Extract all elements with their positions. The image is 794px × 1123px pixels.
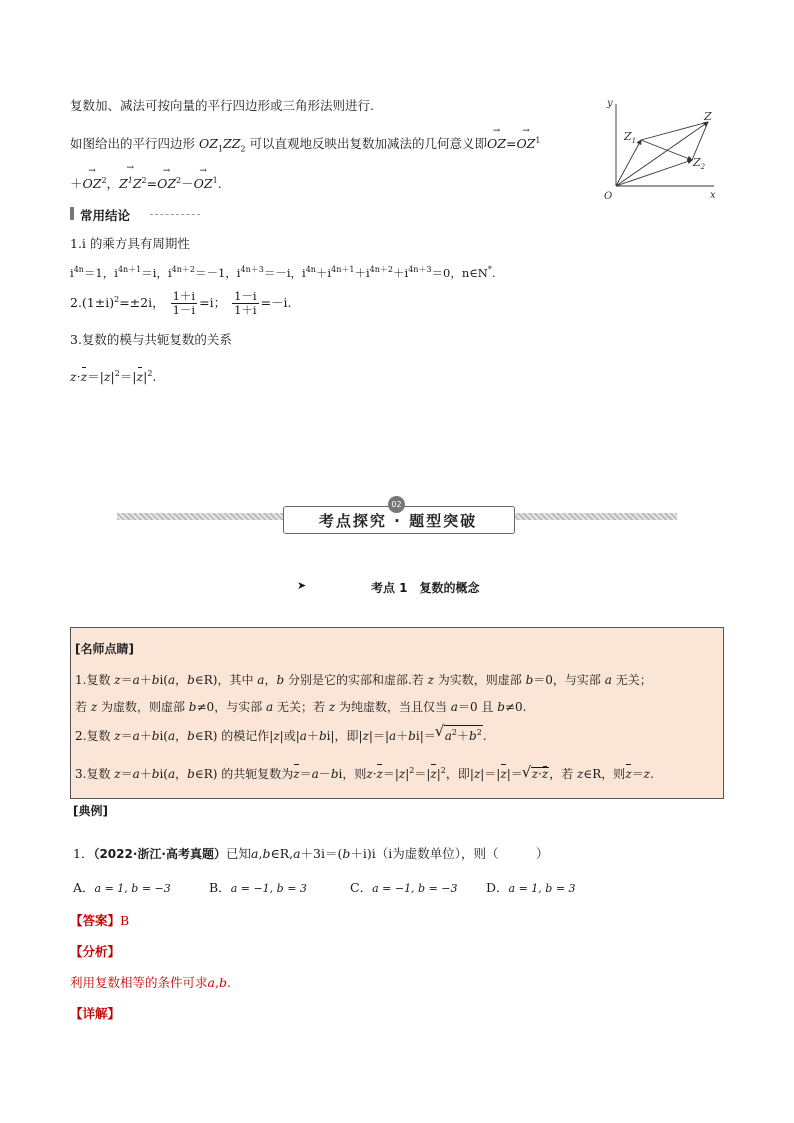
intro-line-2: 如图给出的平行四边形 $OZ_1ZZ_2$ 可以直观地反映出复数加减法的几何意义即→ $OZ=\to OZ^1$ [70,133,540,158]
topic-title: 考点 1 复数的概念 [371,581,480,595]
common-item-1-formula: $i^{4n}=1$，$i^{4n+1}=i$，$i^{4n+2}=-1$，$i^{4n+3}=-i$，$i^{4n}+i^{4n+1}+i^{4n+2}+i^{4n+3}=0$，n∈N*. [70,265,496,280]
tips-p2: 2.复数 z＝a＋bi(a，b∈R) 的模记作|z|或|a＋bi|，即|z|＝|a＋bi|＝√ $a^2+b^2$. [75,725,487,744]
common-item-2: $2.(1\pm i)^2=\pm 2i$， $\frac{1+i}{1-i}$ =i； $\frac{1-i}{1+i}$ =－i. [70,289,292,318]
z1-label: $Z_1$ [624,130,637,145]
fraction-2: $\frac{1-i}{1+i}$ [234,289,257,318]
x-label: x [710,190,716,201]
answer-line: 【答案】B [70,913,130,928]
common-item-3-title: 3.复数的模与共轭复数的关系 [70,332,232,347]
y-label: y [607,98,613,109]
vector-z1z2 [641,140,692,160]
common-heading: 常用结论 [70,206,170,222]
detail-label: 【详解】 [70,1006,121,1021]
origin-label: O [604,191,613,202]
tips-p1-line1: 1.复数 z＝a＋bi(a，b∈R)，其中 a，b 分别是它的实部和虚部.若 z 为实数，则虚部 b＝0，与实部 a 无关； [75,673,652,687]
common-item-1-title: 1.i 的乘方具有周期性 [70,236,190,251]
vector-oz2 [616,160,692,186]
section-banner [117,496,677,536]
tips-p1-line2: 若 z 为虚数，则虚部 b≠0，与实部 a 无关；若 z 为纯虚数，当且仅当 a＝0 且 b≠0. [75,700,527,714]
option-c[interactable]: C．a = −1, b = −3 [350,880,458,895]
z-label: Z [704,110,712,123]
example-heading: [典例] [73,804,108,818]
edge-z1-z [641,122,708,140]
intro-text-1: 复数加、减法可按向量的平行四边形或三角形法则进行. [70,98,374,113]
option-a[interactable]: A．a = 1, b = −3 [73,880,171,895]
options-row [73,880,593,898]
tips-heading: [名师点睛] [75,642,134,656]
intro-line-3: ＋→ $OZ^2$，→ $Z^1Z^2=\to OZ^2-\to OZ^1$. [70,173,222,192]
intro-line-1 [70,98,374,114]
analysis-text: 利用复数相等的条件可求a,b. [70,975,231,990]
common-item-3-formula: $z\cdot z=|z|^2=|z|^2$. [70,369,157,385]
option-d[interactable]: D．a = 1, b = 3 [486,880,576,895]
tips-p3: 3.复数 z＝a＋bi(a，b∈R) 的共轭复数为z＝a－bi，则$z\cdot z=|z|^2=|z|^2$，即|z|＝|z|＝√ z·z，若 z∈R，则z＝z. [75,763,654,782]
z2-label: $Z_2$ [693,156,706,171]
section-title: 考点探究 · 题型突破 [318,512,478,530]
topic-arrow-icon: ➤ [297,579,307,592]
section-badge: 02 [388,496,405,513]
parallelogram-figure [596,96,726,204]
option-b[interactable]: B．a = −1, b = 3 [209,880,307,895]
analysis-label: 【分析】 [70,944,121,959]
fraction-1: $\frac{1+i}{1-i}$ [172,289,196,318]
question-1: 1．（2022·浙江·高考真题）已知a,b∈R,a＋3i＝(b＋i)i（i为虚数单位），则（ ） [73,846,549,861]
